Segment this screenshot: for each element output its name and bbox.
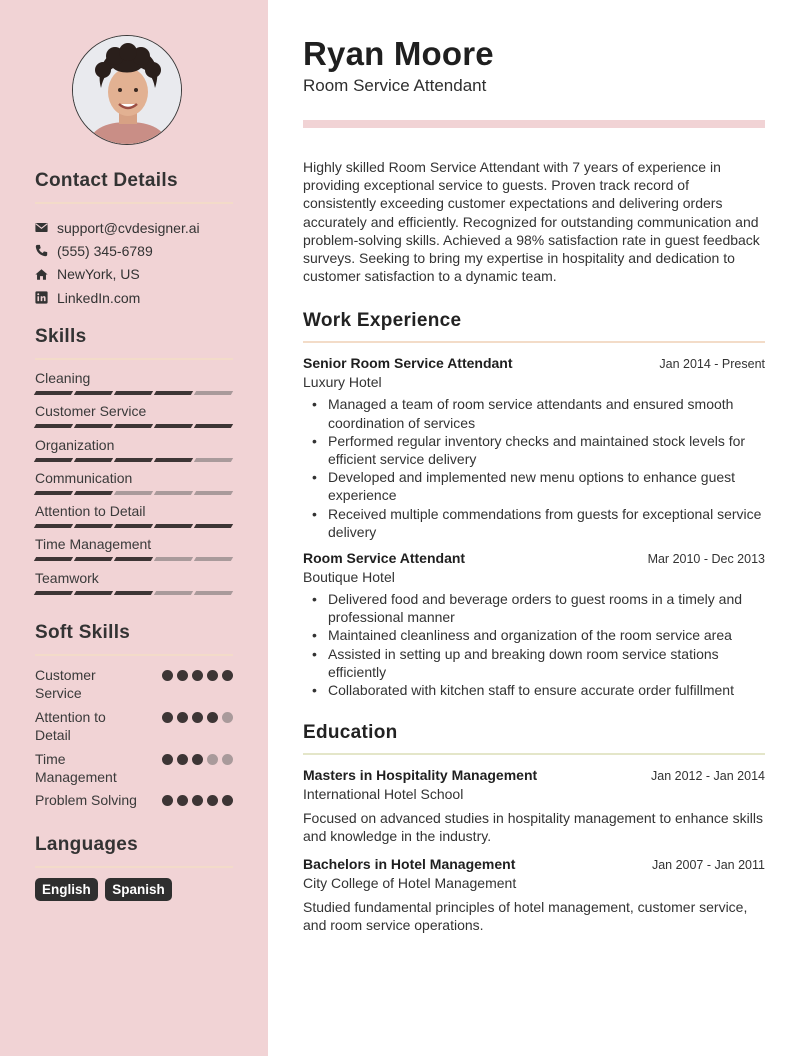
skill-level-segment — [194, 524, 233, 528]
education-description: Focused on advanced studies in hospitality management to enhance skills and knowledge in the industry. — [303, 810, 763, 845]
candidate-title: Room Service Attendant — [303, 76, 487, 95]
main-content — [268, 0, 800, 1056]
skills-heading: Skills — [35, 326, 87, 347]
skills-section — [35, 326, 233, 601]
skill-level-segment — [34, 458, 73, 462]
envelope-icon — [35, 221, 57, 234]
linkedin-icon — [35, 291, 57, 304]
rating-dot — [162, 712, 173, 723]
job-bullet: • Collaborated with kitchen staff to ensure accurate order fulfillment — [303, 681, 765, 699]
skill-level-segment — [114, 591, 153, 595]
soft-skills-list — [35, 666, 233, 813]
rating-dot — [192, 795, 203, 806]
job-bullets — [303, 395, 765, 541]
rating-dot — [162, 754, 173, 765]
skill-level-bar — [35, 491, 233, 495]
skill-name: Communication — [35, 469, 133, 486]
skill-name: Time Management — [35, 536, 152, 553]
soft-skill-item — [35, 791, 233, 813]
rating-dot — [222, 712, 233, 723]
skill-level-segment — [194, 591, 233, 595]
skill-name: Attention to Detail — [35, 503, 146, 520]
job-bullet: • Assisted in setting up and breaking down room service stations efficiently — [303, 645, 765, 681]
soft-skills-divider — [35, 654, 233, 656]
education-date: Jan 2012 - Jan 2014 — [651, 769, 765, 784]
rating-dot — [192, 712, 203, 723]
skill-item — [35, 568, 233, 601]
job-employer: Luxury Hotel — [303, 374, 382, 391]
home-icon — [35, 268, 57, 281]
skill-level-segment — [34, 557, 73, 561]
soft-skill-name: Time Management — [35, 751, 117, 785]
job-bullet: • Managed a team of room service attendants and ensured smooth coordination of services — [303, 395, 765, 431]
skill-level-segment — [114, 524, 153, 528]
soft-skill-rating — [162, 795, 233, 806]
rating-dot — [207, 670, 218, 681]
skill-level-segment — [114, 557, 153, 561]
languages-section — [35, 834, 233, 901]
skill-level-segment — [74, 491, 113, 495]
skill-level-bar — [35, 591, 233, 595]
location-text: NewYork, US — [57, 266, 140, 283]
rating-dot — [192, 754, 203, 765]
skill-level-segment — [34, 591, 73, 595]
contact-phone[interactable] — [35, 239, 233, 262]
job-bullet: • Developed and implemented new menu options to enhance guest experience — [303, 468, 765, 504]
job-bullet: • Performed regular inventory checks and maintained stock levels for efficient service delivery — [303, 432, 765, 468]
school-name: City College of Hotel Management — [303, 874, 517, 891]
avatar — [72, 35, 182, 145]
rating-dot — [207, 712, 218, 723]
job-date: Mar 2010 - Dec 2013 — [647, 552, 765, 567]
contact-location — [35, 263, 233, 286]
education-entry — [303, 767, 765, 845]
education-divider — [303, 753, 765, 755]
skill-level-segment — [154, 491, 193, 495]
school-name: International Hotel School — [303, 786, 464, 803]
skill-item — [35, 501, 233, 534]
phone-icon — [35, 244, 57, 257]
rating-dot — [222, 670, 233, 681]
job-bullet: • Received multiple commendations from guests for exceptional service delivery — [303, 505, 765, 541]
skills-list — [35, 368, 233, 601]
skill-level-segment — [154, 524, 193, 528]
contact-heading: Contact Details — [35, 170, 178, 191]
skill-level-segment — [194, 557, 233, 561]
email-text: support@cvdesigner.ai — [57, 219, 200, 236]
skill-level-segment — [154, 424, 193, 428]
languages-divider — [35, 866, 233, 868]
job-bullets — [303, 590, 765, 699]
skill-name: Customer Service — [35, 403, 147, 420]
header-band — [303, 120, 765, 128]
job-entry — [303, 355, 765, 541]
skill-level-bar — [35, 458, 233, 462]
skill-item — [35, 468, 233, 501]
summary-text: Highly skilled Room Service Attendant with 7 years of experience in providing exceptional service to guests. Proven track record of consistently exceeding customer expectations and delivering orders accurately and efficiently. Recognized for outstanding communication and problem-solving skills. Achieved a 98% satisfaction rate in guest feedback surveys. Seeking to bring my expertise in hospitality and dedication to customer satisfaction to a dynamic team. — [303, 159, 760, 285]
languages-heading: Languages — [35, 834, 138, 855]
skill-level-bar — [35, 524, 233, 528]
experience-section — [303, 310, 765, 699]
job-bullet: • Maintained cleanliness and organization of the room service area — [303, 626, 765, 644]
skill-level-segment — [34, 491, 73, 495]
skill-level-segment — [194, 458, 233, 462]
skill-level-bar — [35, 424, 233, 428]
rating-dot — [222, 754, 233, 765]
rating-dot — [207, 795, 218, 806]
education-date: Jan 2007 - Jan 2011 — [651, 857, 765, 872]
job-date: Jan 2014 - Present — [659, 357, 765, 372]
skill-level-segment — [194, 491, 233, 495]
profile-photo — [73, 36, 182, 145]
skill-level-segment — [114, 424, 153, 428]
soft-skill-rating — [162, 712, 233, 723]
candidate-name: Ryan Moore — [303, 35, 494, 72]
education-section — [303, 722, 765, 934]
soft-skill-rating — [162, 754, 233, 765]
language-badge: English — [35, 878, 98, 901]
skill-level-segment — [74, 424, 113, 428]
job-bullet: • Delivered food and beverage orders to guest rooms in a timely and professional manner — [303, 590, 765, 626]
skill-level-segment — [154, 591, 193, 595]
rating-dot — [222, 795, 233, 806]
contact-divider — [35, 202, 233, 204]
skill-name: Cleaning — [35, 370, 91, 386]
soft-skill-item — [35, 708, 233, 750]
skill-level-segment — [34, 524, 73, 528]
skill-level-segment — [34, 424, 73, 428]
skill-item — [35, 401, 233, 434]
skill-level-segment — [194, 424, 233, 428]
job-entry — [303, 550, 765, 699]
sidebar — [0, 0, 268, 1056]
skill-level-segment — [194, 391, 233, 395]
skill-level-segment — [34, 391, 73, 395]
skill-item — [35, 534, 233, 567]
contact-email[interactable] — [35, 216, 233, 239]
skill-level-segment — [74, 557, 113, 561]
experience-divider — [303, 341, 765, 343]
degree-title: Masters in Hospitality Management — [303, 767, 538, 784]
soft-skill-name: Customer Service — [35, 667, 96, 701]
soft-skills-heading: Soft Skills — [35, 622, 131, 643]
experience-heading: Work Experience — [303, 310, 462, 332]
skill-level-segment — [114, 391, 153, 395]
job-title: Senior Room Service Attendant — [303, 355, 513, 372]
soft-skill-rating — [162, 670, 233, 681]
skills-divider — [35, 358, 233, 360]
degree-title: Bachelors in Hotel Management — [303, 855, 516, 872]
skill-level-bar — [35, 391, 233, 395]
rating-dot — [162, 670, 173, 681]
soft-skill-item — [35, 750, 233, 791]
job-title: Room Service Attendant — [303, 550, 466, 567]
soft-skill-name: Problem Solving — [35, 792, 137, 808]
job-employer: Boutique Hotel — [303, 569, 395, 586]
linkedin-text: LinkedIn.com — [57, 289, 141, 306]
skill-level-bar — [35, 557, 233, 561]
rating-dot — [207, 754, 218, 765]
contact-linkedin[interactable] — [35, 286, 233, 309]
phone-text: (555) 345-6789 — [57, 242, 153, 259]
education-description: Studied fundamental principles of hotel management, customer service, and room service operations. — [303, 898, 748, 933]
skill-level-segment — [114, 491, 153, 495]
rating-dot — [162, 795, 173, 806]
rating-dot — [177, 670, 188, 681]
skill-level-segment — [154, 557, 193, 561]
language-badge: Spanish — [105, 878, 172, 901]
soft-skills-section — [35, 622, 233, 813]
skill-item — [35, 435, 233, 468]
soft-skill-name: Attention to Detail — [35, 709, 106, 743]
skill-item — [35, 368, 233, 401]
skill-name: Teamwork — [35, 569, 99, 586]
skill-level-segment — [74, 391, 113, 395]
education-entry — [303, 856, 765, 934]
skill-level-segment — [74, 524, 113, 528]
skill-level-segment — [74, 591, 113, 595]
rating-dot — [177, 795, 188, 806]
skill-level-segment — [154, 458, 193, 462]
soft-skill-item — [35, 666, 233, 708]
skill-name: Organization — [35, 436, 115, 453]
education-heading: Education — [303, 722, 398, 744]
contact-section — [35, 170, 233, 309]
rating-dot — [177, 754, 188, 765]
skill-level-segment — [74, 458, 113, 462]
rating-dot — [192, 670, 203, 681]
rating-dot — [177, 712, 188, 723]
skill-level-segment — [154, 391, 193, 395]
skill-level-segment — [114, 458, 153, 462]
